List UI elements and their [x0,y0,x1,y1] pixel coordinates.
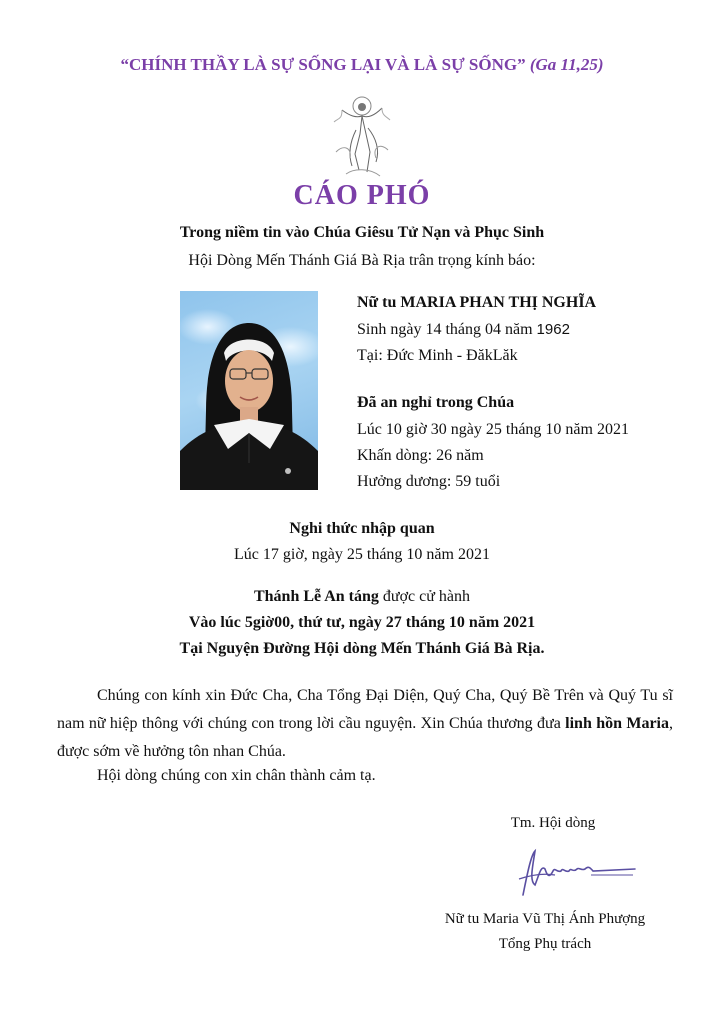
prayer-request-text-1: Chúng con kính xin Đức Cha, Cha Tổng Đại Diện, Quý Cha, Quý Bề Trên và Quý Tu sĩ nam nữ hiệp thông với chúng con trong lời cầu nguyện. Xin Chúa thương đưa [57,687,673,732]
encoffining-time: Lúc 17 giờ, ngày 25 tháng 10 năm 2021 [234,546,490,563]
faith-line: Trong niềm tin vào Chúa Giêsu Tử Nạn và Phục Sinh [179,224,545,241]
on-behalf-line: Tm. Hội dòng [510,815,596,831]
passing-heading: Đã an nghỉ trong Chúa [357,394,515,411]
scripture-quote [0,55,724,75]
funeral-place: Tại Nguyện Đường Hội dòng Mến Thánh Giá Bà Rịa. [179,640,545,657]
quote-reference: (Ga 11,25) [529,55,604,74]
deceased-name: Nữ tu MARIA PHAN THỊ NGHĨA [357,294,597,311]
birth-date-prefix: Sinh ngày 14 tháng 04 năm [357,321,533,338]
prayer-request-text-2: , được sớm về hưởng tôn nhan Chúa. [57,715,673,760]
signatory-name: Nữ tu Maria Vũ Thị Ánh Phượng [444,911,646,927]
birth-year: 1962 [536,321,570,338]
passing-time: Lúc 10 giờ 30 ngày 25 tháng 10 năm 2021 [357,421,629,438]
portrait-photo [180,291,318,490]
funeral-heading-rest: được cử hành [378,588,471,605]
thanks-line [57,762,673,790]
funeral-heading-bold: Thánh Lễ An táng [253,588,379,605]
thanks-text: Hội dòng chúng con xin chân thành cảm tạ. [97,767,376,784]
birth-date [357,321,570,339]
birthplace: Tại: Đức Minh - ĐăkLăk [357,347,518,364]
handwritten-signature [505,845,640,900]
encoffining-heading: Nghi thức nhập quan [289,520,435,537]
prayer-request-bold: linh hồn Maria [565,715,669,732]
notice-line: Hội Dòng Mến Thánh Giá Bà Rịa trân trọng kính báo: [188,252,536,269]
vows-duration: Khấn dòng: 26 năm [357,447,484,464]
funeral-heading [0,588,724,606]
age-at-death: Hưởng dương: 59 tuổi [357,473,501,490]
signatory-role: Tổng Phụ trách [498,936,592,952]
portrait-figure [180,291,318,490]
prayer-request [57,682,673,766]
funeral-time: Vào lúc 5giờ00, thứ tư, ngày 27 tháng 10 năm 2021 [188,614,536,631]
quote-text: “CHÍNH THẦY LÀ SỰ SỐNG LẠI VÀ LÀ SỰ SỐNG” [120,55,526,74]
page-title: CÁO PHÓ [293,180,431,211]
risen-christ-illustration [322,92,402,182]
